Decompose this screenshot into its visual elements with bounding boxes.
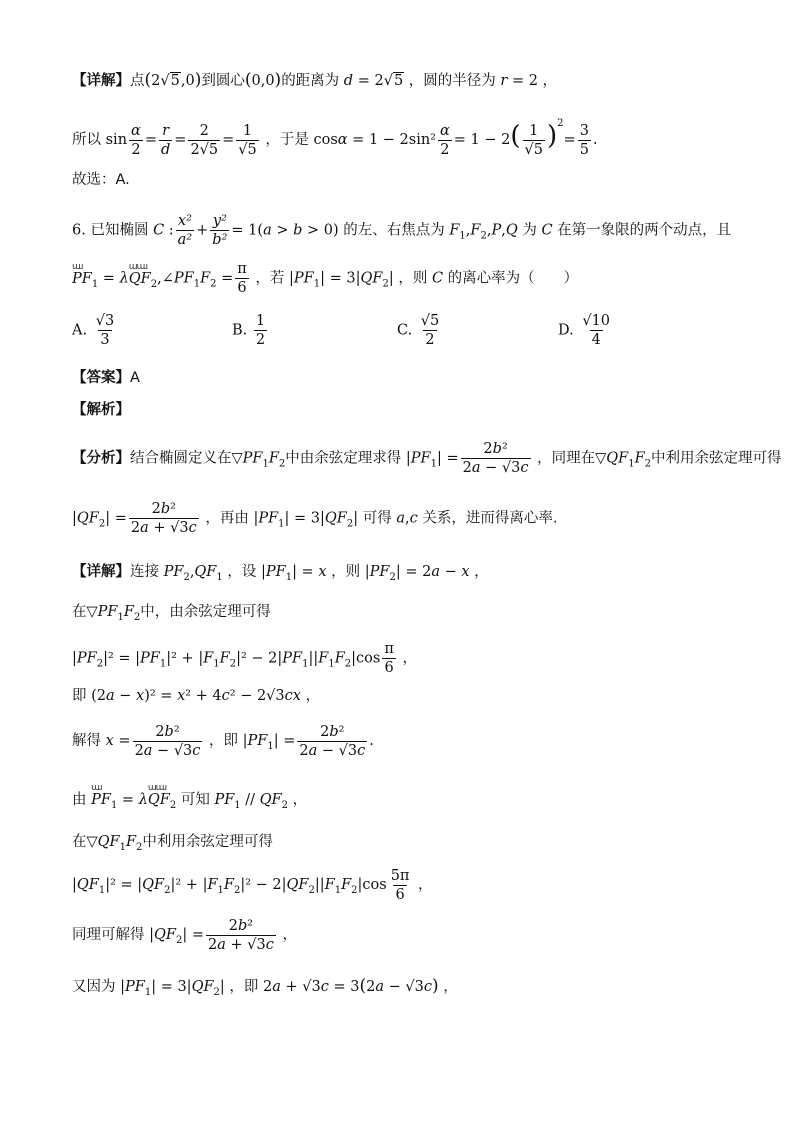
solution-line-7: 在$▽QF_1F_2$中利用余弦定理可得: [72, 834, 273, 853]
solution-line-1: 【详解】连接 $PF_2,QF_1$ ，设 $|PF_1| = x$ ，则 $|PF_2| = 2a - x$ ，: [72, 564, 489, 583]
question-6-line-1: 6. 已知椭圆 C : $\frac{\text{x²}}{\text{a²}}$ + $\frac{\text{y²}}{\text{b²}}$ = 1(a > b > 0) 的左、右焦点为 $F_1,F_2,P,Q$ 为 C 在第一象限的两个动点，且: [72, 213, 732, 248]
option-c[interactable]: C. $\frac{√5}{2}$: [397, 313, 440, 348]
option-d[interactable]: D. $\frac{√10}{4}$: [558, 313, 611, 348]
analysis-tag: 【解析】: [72, 402, 130, 418]
detail-line-2: 所以 sin $\frac{\alpha}{2}$ = $\frac{r}{d}$ = $\frac{2}{2√5}$ = $\frac{1}{√5}$ ，于是 cosα = 1 − 2sin² $\frac{\alpha}{2}$ = 1 − 2( $\frac{1}{√5}$ )$^2$= $\frac{3}{5}$ .: [72, 118, 598, 158]
answer-value: A: [130, 370, 140, 386]
solution-line-9: 同理可解得 $|QF_2|$ = $\frac{\text{2b²}}{2a + √3c}$ ，: [72, 917, 297, 953]
choice-line: 故选：A.: [72, 172, 130, 188]
question-6-line-2: ɯɹ $PF_1 = \lambda$ ɯɯɹ $QF_2,\angle PF_1F_2$ = $\frac{\pi}{6}$ ，若 $|PF_1| = 3|QF_2|$ ，则 C 的离心率为（ ）: [72, 261, 579, 296]
solution-line-4: 即 (2a − x)² = x² + 4c² − 2√3cx ，: [72, 688, 321, 704]
options-row: [72, 312, 722, 352]
solution-line-6: 由 ɯɹ $PF_1 = \lambda$ ɯɯɹ $QF_2$ 可知 $PF_1 // QF_2$ ，: [72, 783, 308, 811]
solution-line-8: $|QF_1|^2 = |QF_2|^2 + |F_1F_2|^2 - 2|QF_2||F_1F_2|\cos$ $\frac{5\pi}{6}$ ，: [72, 867, 433, 903]
answer-line: [72, 368, 140, 388]
option-a[interactable]: A. $\frac{√3}{3}$: [72, 313, 115, 348]
solution-line-2: 在$▽PF_1F_2$中，由余弦定理可得: [72, 604, 271, 623]
solution-line-3: $|PF_2|^2 = |PF_1|^2 + |F_1F_2|^2 - 2|PF_1||F_1F_2|\cos$ $\frac{\pi}{6}$ ，: [72, 641, 417, 676]
option-b[interactable]: B. $\frac{1}{2}$: [232, 313, 266, 348]
solution-line-5: 解得 x = $\frac{\text{2b²}}{2a - √3c}$ ，即 $|PF_1|$ = $\frac{\text{2b²}}{2a - √3c}$ .: [72, 723, 374, 759]
answer-tag: 【答案】: [72, 370, 130, 386]
detail-tag: 【详解】: [72, 73, 130, 89]
analysis-line-2: $|QF_2|$ = $\frac{\text{2b²}}{2a + √3c}$ ，再由 $|PF_1| = 3|QF_2|$ 可得 a,c 关系，进而得离心率.: [72, 501, 558, 536]
detail-line-1: 【详解】点(2√5,0)到圆心(0,0)的距离为 d = 2√5 ，圆的半径为 r = 2 ，: [72, 70, 558, 90]
analysis-line-1: 【分析】结合椭圆定义在$▽PF_1F_2$中由余弦定理求得 $|PF_1|$ = $\frac{\text{2b²}}{2a - √3c}$ ，同理在$▽QF_1F_2$中利用余弦定理可得: [72, 441, 782, 476]
solution-line-10: 又因为 $|PF_1| = 3|QF_2|$ ，即 2a + √3c = 3(2a − √3c) ，: [72, 976, 458, 998]
